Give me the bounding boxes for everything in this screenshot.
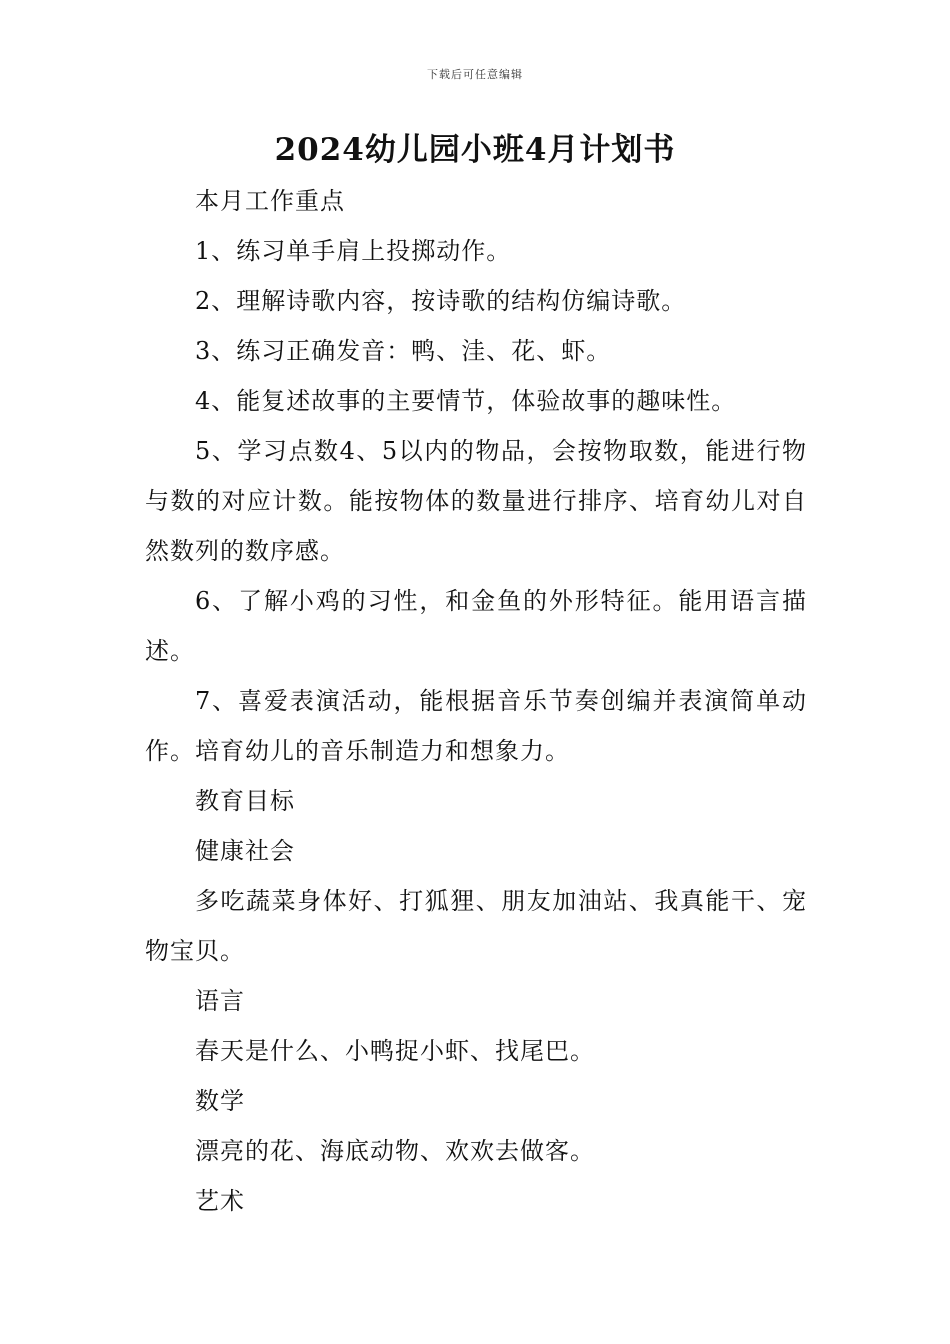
- list-item: 3、练习正确发音：鸭、洼、花、虾。: [195, 337, 612, 365]
- subject-heading-math: 数学: [195, 1087, 245, 1115]
- list-item: 2、理解诗歌内容，按诗歌的结构仿编诗歌。: [195, 287, 687, 315]
- header-note: 下载后可任意编辑: [427, 68, 523, 81]
- subject-heading-language: 语言: [195, 987, 245, 1015]
- subject-content: 多吃蔬菜身体好、打狐狸、朋友加油站、我真能干、宠物宝贝。: [145, 887, 807, 965]
- subject-heading-health-social: 健康社会: [195, 837, 295, 865]
- list-item: 4、能复述故事的主要情节，体验故事的趣味性。: [195, 387, 737, 415]
- subject-content: 漂亮的花、海底动物、欢欢去做客。: [195, 1137, 595, 1165]
- section-heading-education-goals: 教育目标: [195, 787, 295, 815]
- list-item: 5、学习点数4、5以内的物品，会按物取数，能进行物与数的对应计数。能按物体的数量进行排序、培育幼儿对自然数列的数序感。: [145, 437, 807, 565]
- list-item: 7、喜爱表演活动，能根据音乐节奏创编并表演简单动作。培育幼儿的音乐制造力和想象力。: [145, 687, 807, 765]
- document-title: 2024幼儿园小班4月计划书: [274, 132, 676, 168]
- section-heading-work-focus: 本月工作重点: [195, 187, 345, 215]
- subject-content: 春天是什么、小鸭捉小虾、找尾巴。: [195, 1037, 595, 1065]
- document-body: [145, 176, 807, 1226]
- list-item: 6、了解小鸡的习性，和金鱼的外形特征。能用语言描述。: [145, 587, 807, 665]
- list-item: 1、练习单手肩上投掷动作。: [195, 237, 512, 265]
- subject-heading-art: 艺术: [195, 1187, 245, 1215]
